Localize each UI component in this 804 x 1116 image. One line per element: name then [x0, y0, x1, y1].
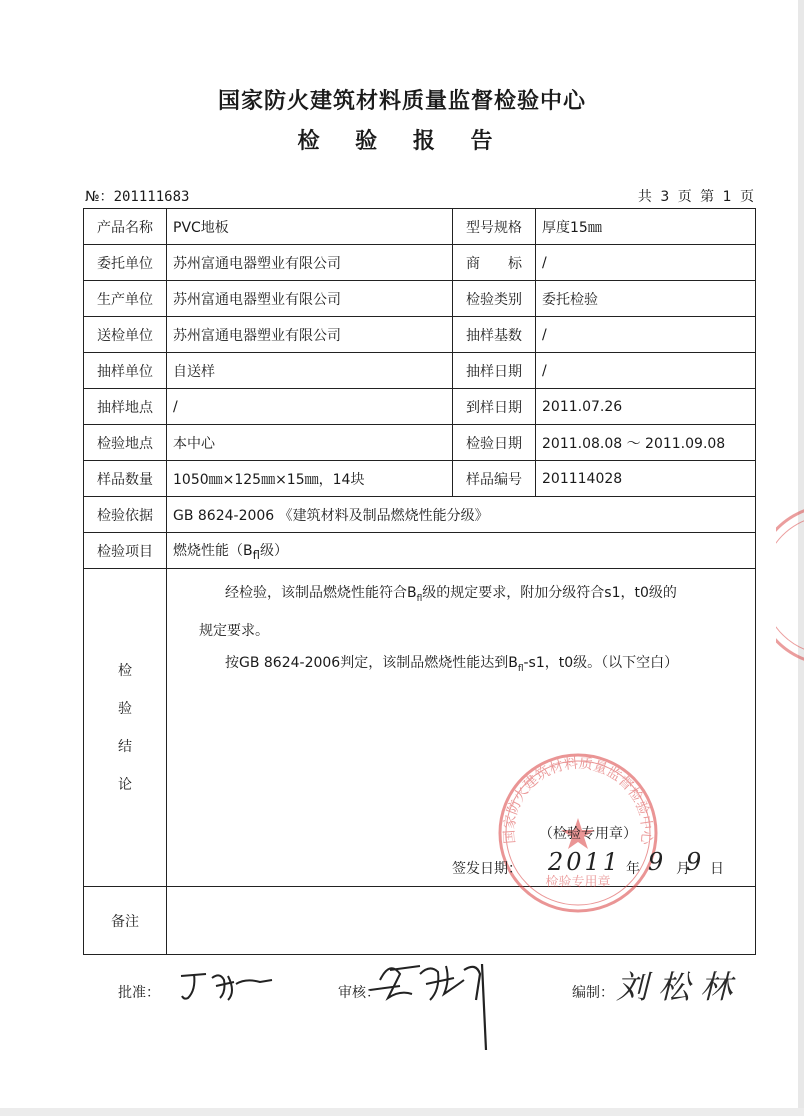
field-value: 201114028	[536, 461, 756, 497]
field-label: 生产单位	[84, 281, 167, 317]
report-number-label: №：	[85, 189, 114, 205]
basis-row	[84, 497, 756, 533]
field-value: 2011.07.26	[536, 389, 756, 425]
field-value: 苏州富通电器塑业有限公司	[167, 317, 453, 353]
conclusion-label-char: 检	[118, 662, 132, 679]
review-signature	[360, 950, 500, 1060]
conclusion-text: 级的规定要求，附加分级符合s1，t0级的	[422, 585, 677, 601]
approve-signature	[176, 968, 276, 1004]
issue-day: 9	[686, 848, 702, 876]
field-value: 苏州富通电器塑业有限公司	[167, 281, 453, 317]
field-value: 自送样	[167, 353, 453, 389]
conclusion-subscript: fl	[416, 593, 423, 604]
field-label: 样品数量	[84, 461, 167, 497]
conclusion-label-char: 验	[118, 700, 132, 717]
conclusion-paragraph-1-cont: 规定要求。	[199, 622, 269, 639]
field-value: 本中心	[167, 425, 453, 461]
field-value: /	[536, 245, 756, 281]
field-label: 检验日期	[453, 425, 536, 461]
conclusion-label-char: 论	[118, 776, 132, 793]
issue-year: 2011	[548, 848, 622, 876]
field-label: 委托单位	[84, 245, 167, 281]
field-value: 委托检验	[536, 281, 756, 317]
item-label: 检验项目	[84, 533, 167, 569]
field-label: 产品名称	[84, 209, 167, 245]
page-count: 共 3 页 第 1 页	[637, 189, 756, 205]
field-value: /	[167, 389, 453, 425]
field-value: 厚度15㎜	[536, 209, 756, 245]
field-label: 到样日期	[453, 389, 536, 425]
table-row	[84, 245, 756, 281]
field-value: /	[536, 353, 756, 389]
conclusion-text: 按GB 8624-2006判定，该制品燃烧性能达到B	[225, 654, 518, 671]
item-value-text: 燃烧性能（B	[173, 542, 253, 559]
remarks-label: 备注	[84, 887, 167, 955]
stamp-label: （检验专用章）	[539, 826, 637, 842]
field-label: 样品编号	[453, 461, 536, 497]
prepare-signature: 刘松林	[616, 968, 743, 1006]
conclusion-label-char: 结	[118, 738, 132, 755]
conclusion-paragraph-2	[173, 647, 749, 685]
field-value: 1050㎜×125㎜×15㎜，14块	[167, 461, 453, 497]
seal-bottom-text: 检验专用章	[545, 875, 611, 890]
organization-title: 国家防火建筑材料质量监督检验中心	[217, 89, 586, 114]
conclusion-label	[84, 569, 167, 887]
item-row	[84, 533, 756, 569]
field-label: 抽样日期	[453, 353, 536, 389]
field-label: 检验地点	[84, 425, 167, 461]
field-value: 2011.08.08 ～ 2011.09.08	[536, 425, 756, 461]
basis-label: 检验依据	[84, 497, 167, 533]
conclusion-paragraph-1	[173, 577, 749, 615]
table-row	[84, 461, 756, 497]
item-value-subscript: fl	[252, 547, 260, 562]
item-value	[167, 533, 756, 569]
edge-seal	[776, 500, 804, 670]
item-value-suffix: 级）	[259, 542, 288, 559]
seal-text: 国家防火建筑材料质量监督检验中心	[501, 755, 655, 846]
field-value: PVC地板	[167, 209, 453, 245]
day-unit: 日	[710, 861, 724, 877]
issue-month: 9	[648, 848, 664, 876]
table-row	[84, 209, 756, 245]
conclusion-text: 经检验，该制品燃烧性能符合B	[225, 585, 417, 601]
field-label: 商 标	[453, 245, 536, 281]
table-row	[84, 353, 756, 389]
report-title: 检 验 报 告	[297, 129, 507, 154]
field-label: 抽样基数	[453, 317, 536, 353]
basis-value: GB 8624-2006 《建筑材料及制品燃烧性能分级》	[167, 497, 756, 533]
report-number-value: 201111683	[113, 189, 190, 205]
report-number	[85, 186, 189, 206]
conclusion-text: -s1，t0级。（以下空白）	[523, 654, 679, 671]
field-label: 检验类别	[453, 281, 536, 317]
review-label: 审核：	[338, 985, 380, 1001]
table-row	[84, 389, 756, 425]
prepare-label: 编制：	[572, 985, 614, 1001]
issue-date-label: 签发日期：	[452, 861, 522, 877]
conclusion-subscript: fl	[517, 663, 524, 674]
year-unit: 年	[626, 861, 640, 877]
month-unit: 月	[676, 861, 690, 877]
table-row	[84, 317, 756, 353]
field-label: 送检单位	[84, 317, 167, 353]
field-label: 型号规格	[453, 209, 536, 245]
approve-label: 批准：	[118, 985, 160, 1001]
table-row	[84, 425, 756, 461]
field-label: 抽样地点	[84, 389, 167, 425]
page-bottom-shadow	[0, 1108, 804, 1116]
field-value: 苏州富通电器塑业有限公司	[167, 245, 453, 281]
field-label: 抽样单位	[84, 353, 167, 389]
table-row	[84, 281, 756, 317]
field-value: /	[536, 317, 756, 353]
